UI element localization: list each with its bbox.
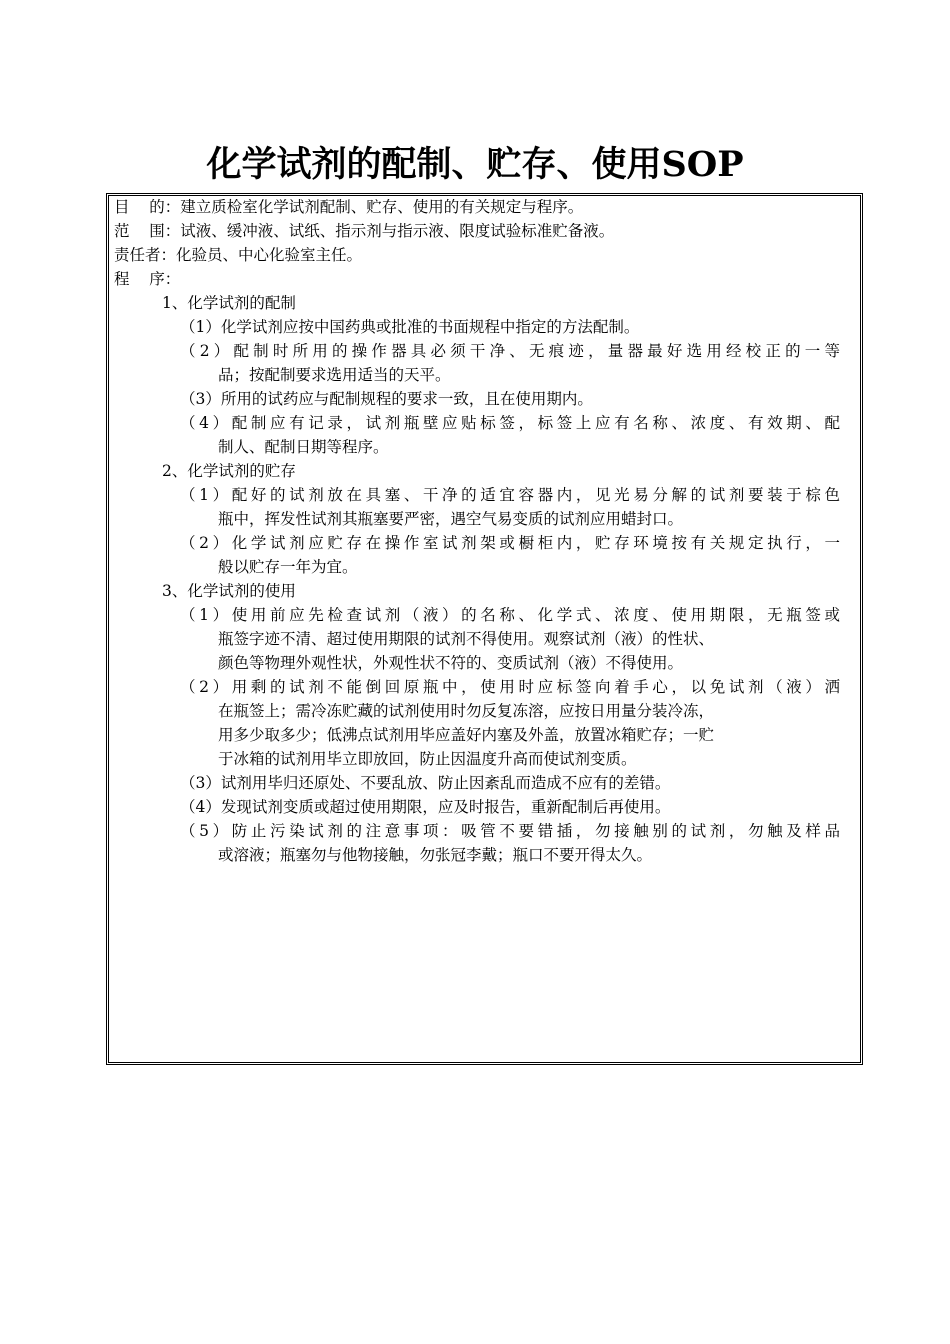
responsible-line: 责任者：化验员、中心化验室主任。	[114, 246, 363, 264]
list-item-continuation: 般以贮存一年为宜。	[218, 558, 358, 576]
list-item: （2）用剩的试剂不能倒回原瓶中，使用时应标签向着手心，以免试剂（液）洒	[180, 678, 840, 696]
document-body	[114, 195, 840, 867]
list-item-continuation: 制人、配制日期等程序。	[218, 438, 389, 456]
list-item: （5）防止污染试剂的注意事项：吸管不要错插，勿接触别的试剂，勿触及样品	[180, 822, 840, 840]
list-item-continuation: 用多少取多少；低沸点试剂用毕应盖好内塞及外盖，放置冰箱贮存；一贮	[218, 726, 715, 744]
list-item-continuation: 于冰箱的试剂用毕立即放回，防止因温度升高而使试剂变质。	[218, 750, 637, 768]
scope-line: 范 围：试液、缓冲液、试纸、指示剂与指示液、限度试验标准贮备液。	[114, 222, 615, 240]
list-item: （2）配制时所用的操作器具必须干净、无痕迹，量器最好选用经校正的一等	[180, 342, 840, 360]
list-item-continuation: 品；按配制要求选用适当的天平。	[218, 366, 451, 384]
list-item-continuation: 颜色等物理外观性状，外观性状不符的、变质试剂（液）不得使用。	[218, 654, 684, 672]
list-item: （4）发现试剂变质或超过使用期限，应及时报告，重新配制后再使用。	[180, 798, 671, 816]
list-item: （3）试剂用毕归还原处、不要乱放、防止因紊乱而造成不应有的差错。	[180, 774, 671, 792]
list-item: （1）使用前应先检查试剂（液）的名称、化学式、浓度、使用期限，无瓶签或	[180, 606, 840, 624]
purpose-line: 目 的：建立质检室化学试剂配制、贮存、使用的有关规定与程序。	[114, 198, 584, 216]
list-item-continuation: 瓶中，挥发性试剂其瓶塞要严密，遇空气易变质的试剂应用蜡封口。	[218, 510, 684, 528]
list-item: （1）化学试剂应按中国药典或批准的书面规程中指定的方法配制。	[180, 318, 640, 336]
section-heading: 2、化学试剂的贮存	[162, 462, 296, 480]
section-heading: 1、化学试剂的配制	[162, 294, 296, 312]
list-item-continuation: 在瓶签上；需冷冻贮藏的试剂使用时勿反复冻溶，应按日用量分装冷冻，	[218, 702, 715, 720]
procedure-line: 程 序：	[114, 270, 181, 288]
list-item-continuation: 瓶签字迹不清、超过使用期限的试剂不得使用。观察试剂（液）的性状、	[218, 630, 715, 648]
list-item: （2）化学试剂应贮存在操作室试剂架或橱柜内，贮存环境按有关规定执行，一	[180, 534, 840, 552]
document-title: 化学试剂的配制、贮存、使用SOP	[206, 144, 744, 185]
list-item: （1）配好的试剂放在具塞、干净的适宜容器内，见光易分解的试剂要装于棕色	[180, 486, 840, 504]
list-item-continuation: 或溶液；瓶塞勿与他物接触，勿张冠李戴；瓶口不要开得太久。	[218, 846, 653, 864]
list-item: （4）配制应有记录，试剂瓶壁应贴标签，标签上应有名称、浓度、有效期、配	[180, 414, 840, 432]
list-item: （3）所用的试药应与配制规程的要求一致，且在使用期内。	[180, 390, 593, 408]
section-heading: 3、化学试剂的使用	[162, 582, 296, 600]
